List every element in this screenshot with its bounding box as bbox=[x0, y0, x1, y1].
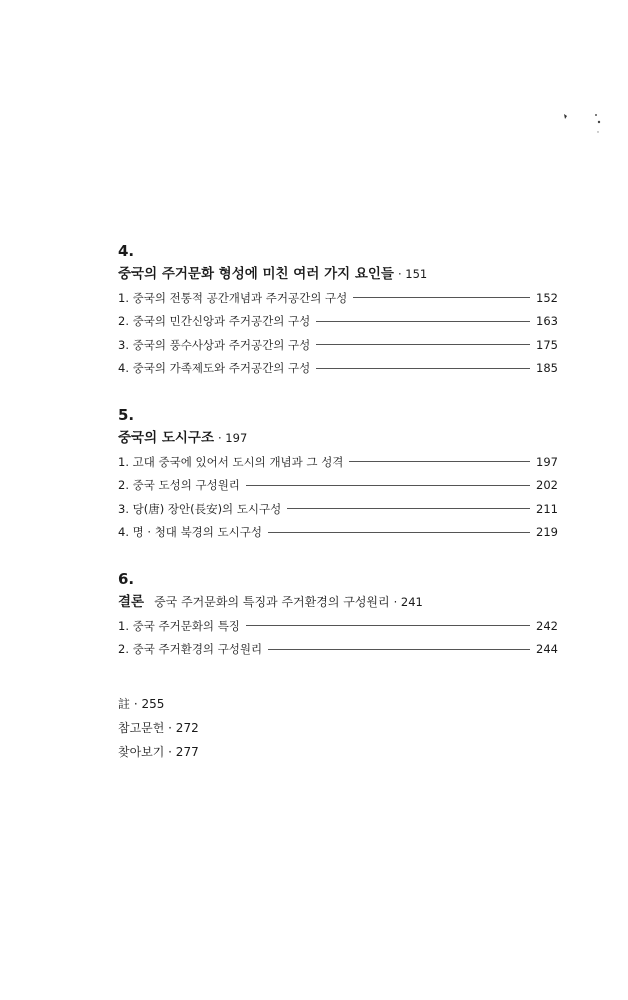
section-4 bbox=[118, 240, 558, 380]
references-entry: 참고문헌 · 272 bbox=[118, 721, 199, 735]
leader-line bbox=[353, 297, 530, 298]
toc-entry bbox=[118, 638, 558, 662]
entry-title: 1. 중국 주거문화의 특징 bbox=[118, 618, 240, 633]
toc-entry bbox=[118, 450, 558, 474]
entry-page: 202 bbox=[536, 478, 558, 493]
section-lead: 결론 bbox=[118, 594, 145, 610]
section-title bbox=[118, 590, 558, 614]
back-matter-list bbox=[118, 692, 199, 764]
toc-entry bbox=[118, 497, 558, 521]
index-entry: 찾아보기 · 277 bbox=[118, 745, 199, 759]
table-of-contents bbox=[118, 240, 558, 661]
leader-line bbox=[316, 344, 530, 345]
section-title-text: 중국의 주거문화 형성에 미친 여러 가지 요인들 bbox=[118, 266, 394, 282]
notes-entry: 註 · 255 bbox=[118, 697, 165, 711]
entry-page: 211 bbox=[536, 501, 558, 516]
entry-page: 219 bbox=[536, 525, 558, 540]
toc-entry bbox=[118, 333, 558, 357]
toc-entry bbox=[118, 357, 558, 381]
section-number: 5. bbox=[118, 406, 135, 424]
entry-title: 1. 고대 중국에 있어서 도시의 개념과 그 성격 bbox=[118, 454, 344, 469]
entry-title: 1. 중국의 전통적 공간개념과 주거공간의 구성 bbox=[118, 290, 348, 305]
section-page: · 151 bbox=[397, 267, 428, 281]
entry-title: 4. 명 · 청대 북경의 도시구성 bbox=[118, 525, 262, 540]
entry-page: 242 bbox=[536, 618, 558, 633]
entry-page: 175 bbox=[536, 337, 558, 352]
toc-entry bbox=[118, 521, 558, 545]
leader-line bbox=[268, 649, 530, 650]
toc-entry bbox=[118, 310, 558, 334]
entry-title: 4. 중국의 가족제도와 주거공간의 구성 bbox=[118, 361, 311, 376]
leader-line bbox=[349, 461, 530, 462]
section-title bbox=[118, 262, 558, 286]
section-6 bbox=[118, 568, 558, 661]
entry-page: 163 bbox=[536, 314, 558, 329]
entry-page: 197 bbox=[536, 454, 558, 469]
scan-specks bbox=[560, 110, 610, 140]
leader-line bbox=[246, 625, 530, 626]
toc-entry bbox=[118, 286, 558, 310]
section-number: 4. bbox=[118, 242, 135, 260]
entry-title: 2. 중국 도성의 구성원리 bbox=[118, 478, 240, 493]
leader-line bbox=[287, 508, 530, 509]
entry-page: 244 bbox=[536, 642, 558, 657]
section-title-text: 중국의 도시구조 bbox=[118, 430, 214, 446]
entry-title: 2. 중국의 민간신앙과 주거공간의 구성 bbox=[118, 314, 311, 329]
entry-title: 3. 중국의 풍수사상과 주거공간의 구성 bbox=[118, 337, 311, 352]
section-title bbox=[118, 426, 558, 450]
toc-entry bbox=[118, 474, 558, 498]
leader-line bbox=[316, 321, 530, 322]
leader-line bbox=[268, 532, 530, 533]
section-title-text: 중국 주거문화의 특징과 주거환경의 구성원리 bbox=[154, 595, 390, 609]
section-page: · 197 bbox=[218, 431, 248, 445]
entry-page: 185 bbox=[536, 361, 558, 376]
section-number: 6. bbox=[118, 570, 135, 588]
entry-title: 3. 당(唐) 장안(長安)의 도시구성 bbox=[118, 501, 282, 516]
entry-page: 152 bbox=[536, 290, 558, 305]
leader-line bbox=[246, 485, 530, 486]
section-5 bbox=[118, 404, 558, 544]
section-page: · 241 bbox=[393, 595, 423, 609]
toc-entry bbox=[118, 614, 558, 638]
entry-title: 2. 중국 주거환경의 구성원리 bbox=[118, 642, 263, 657]
leader-line bbox=[316, 368, 530, 369]
